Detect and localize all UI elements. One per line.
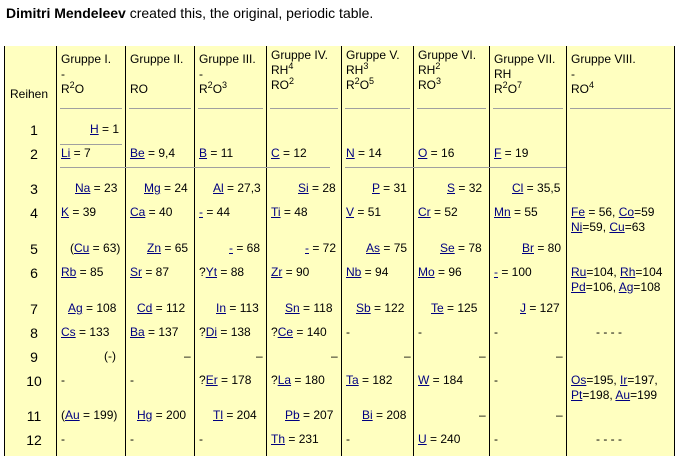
group-name: Gruppe I. [61, 52, 112, 66]
empty-dash: - [494, 373, 498, 387]
group-oxide: $R^2O^3$ [199, 80, 228, 96]
element-sr[interactable]: Sr = 87 [130, 265, 170, 279]
element-c[interactable]: C = 12 [271, 146, 307, 160]
row-label: 10 [26, 373, 42, 389]
header-rule [129, 108, 191, 109]
element-er[interactable]: ?Er = 178 [199, 373, 252, 387]
row-label: 5 [30, 241, 38, 257]
col-sep [341, 46, 342, 456]
empty-dash: - [418, 325, 422, 339]
element-se[interactable]: Se = 78 [440, 241, 482, 255]
element-ce[interactable]: ?Ce = 140 [271, 325, 327, 339]
col-sep [194, 46, 195, 456]
empty-dash-group: - - - - [596, 432, 622, 446]
col-sep [4, 46, 5, 456]
row-label: 11 [26, 408, 42, 424]
empty-dash: – [479, 349, 486, 363]
element-ni-cu[interactable]: Ni=59, Cu=63 [571, 220, 646, 234]
group-hydride: $RH^4$ [271, 61, 294, 77]
element-na[interactable]: Na = 23 [75, 181, 118, 195]
header-rule [198, 108, 263, 109]
group-header-2 [130, 52, 183, 97]
element-pt-au[interactable]: Pt=198, Au=199 [571, 388, 658, 402]
element-bi[interactable]: Bi = 208 [362, 408, 407, 422]
col-sep [266, 46, 267, 456]
empty-dash: – [256, 349, 263, 363]
element-b[interactable]: B = 11 [199, 146, 234, 160]
element-os-ir[interactable]: Os=195, Ir=197, [571, 373, 658, 387]
row-label: 9 [30, 349, 38, 365]
header-rule [417, 108, 486, 109]
col-sep [125, 46, 126, 456]
caption [6, 3, 373, 23]
empty-dash: – [184, 349, 191, 363]
element-o[interactable]: O = 16 [418, 146, 455, 160]
element-eka-boron[interactable]: - = 44 [199, 205, 231, 219]
group-header-3 [199, 52, 256, 97]
group-header-6 [418, 48, 476, 93]
empty-dash: - [494, 325, 498, 339]
element-la[interactable]: ?La = 180 [271, 373, 325, 387]
element-h[interactable]: H = 1 [90, 122, 120, 136]
element-n[interactable]: N = 14 [346, 146, 382, 160]
caption-rest: created this, the original, periodic table. [125, 5, 374, 21]
element-ru-rh[interactable]: Ru=104, Rh=104 [571, 265, 663, 279]
element-hg[interactable]: Hg = 200 [137, 408, 187, 422]
row-label: 8 [30, 325, 38, 341]
element-ta[interactable]: Ta = 182 [346, 373, 393, 387]
group-oxide: $RO^2$ [271, 76, 295, 92]
element-ag[interactable]: Ag = 108 [68, 301, 117, 315]
element-f[interactable]: F = 19 [494, 146, 529, 160]
element-cs[interactable]: Cs = 133 [61, 325, 110, 339]
group-oxide: $R^2O^5$ [346, 76, 375, 92]
element-j[interactable]: J = 127 [520, 301, 560, 315]
empty-dash: - [494, 432, 498, 446]
element-pd-ag[interactable]: Pd=106, Ag=108 [571, 280, 661, 294]
row-rule [345, 167, 566, 168]
periodic-table [4, 46, 675, 456]
element-br[interactable]: Br = 80 [522, 241, 562, 255]
empty-dash: – [404, 349, 411, 363]
caption-bold: Dimitri Mendeleev [6, 5, 126, 21]
element-cr[interactable]: Cr = 52 [418, 205, 458, 219]
element-as[interactable]: As = 75 [366, 241, 408, 255]
group-header-5 [346, 48, 400, 93]
group-name: Gruppe III. [199, 52, 256, 66]
element-k[interactable]: K = 39 [61, 205, 97, 219]
row-label: 2 [30, 146, 38, 162]
element-tl[interactable]: Tl = 204 [213, 408, 257, 422]
header-rule [60, 108, 122, 109]
row-label: 1 [30, 122, 38, 138]
group-hydride: $RH^3$ [346, 61, 369, 77]
element-mg[interactable]: Mg = 24 [144, 181, 188, 195]
element-sb[interactable]: Sb = 122 [356, 301, 405, 315]
element-v[interactable]: V = 51 [346, 205, 382, 219]
group-name: Gruppe VII. [494, 52, 556, 66]
element-di[interactable]: ?Di = 138 [199, 325, 251, 339]
col-sep [56, 46, 57, 456]
col-sep [674, 46, 675, 456]
empty-dash: - [61, 373, 65, 387]
element-eka-manganese[interactable]: - = 100 [494, 265, 532, 279]
element-si[interactable]: Si = 28 [298, 181, 336, 195]
reihen-header: Reihen [10, 87, 49, 101]
group-header-4 [271, 48, 328, 93]
col-sep [413, 46, 414, 456]
group-header-1 [61, 52, 111, 97]
element-w[interactable]: W = 184 [418, 373, 464, 387]
empty-dash: – [556, 408, 563, 422]
element-yt[interactable]: ?Yt = 88 [199, 265, 245, 279]
group-oxide: $RO^4$ [571, 80, 595, 96]
element-cu[interactable]: (Cu = 63) [70, 241, 121, 255]
group-name: Gruppe V. [346, 48, 400, 62]
row-label: 6 [30, 265, 38, 281]
header-rule [270, 108, 338, 109]
element-cl[interactable]: Cl = 35,5 [512, 181, 561, 195]
element-au[interactable]: (Au = 199) [61, 408, 118, 422]
empty-dash: - [346, 325, 350, 339]
group-oxide: $R^2O^7$ [494, 80, 523, 96]
group-oxide: $RO^3$ [418, 76, 442, 92]
element-ca[interactable]: Ca = 40 [130, 205, 173, 219]
element-ba[interactable]: Ba = 137 [130, 325, 179, 339]
row-label: 3 [30, 181, 38, 197]
empty-dash-group: - - - - [596, 325, 622, 339]
element-unknown-row9: (-) [104, 349, 116, 363]
element-rb[interactable]: Rb = 85 [61, 265, 104, 279]
header-rule [570, 108, 671, 109]
element-eka-aluminium[interactable]: - = 68 [229, 241, 261, 255]
group-oxide: $R^2O$ [61, 80, 85, 96]
empty-dash: - [130, 373, 134, 387]
element-zr[interactable]: Zr = 90 [271, 265, 310, 279]
element-mo[interactable]: Mo = 96 [418, 265, 462, 279]
element-nb[interactable]: Nb = 94 [346, 265, 389, 279]
group-hydride: - [571, 67, 575, 81]
row-label: 12 [26, 432, 42, 448]
element-mn[interactable]: Mn = 55 [494, 205, 538, 219]
group-hydride: - [61, 67, 65, 81]
group-name: Gruppe VIII. [571, 52, 636, 66]
group-hydride: RH [494, 67, 512, 81]
header-rule [345, 108, 410, 109]
element-u[interactable]: U = 240 [418, 432, 461, 446]
empty-dash: – [331, 349, 338, 363]
element-s[interactable]: S = 32 [447, 181, 483, 195]
element-te[interactable]: Te = 125 [431, 301, 478, 315]
element-be[interactable]: Be = 9,4 [130, 146, 176, 160]
element-in[interactable]: In = 113 [216, 301, 259, 315]
element-al[interactable]: Al = 27,3 [213, 181, 261, 195]
element-cd[interactable]: Cd = 112 [137, 301, 186, 315]
element-p[interactable]: P = 31 [372, 181, 407, 195]
element-sn[interactable]: Sn = 118 [285, 301, 333, 315]
group-hydride: - [199, 67, 203, 81]
element-fe-co[interactable]: Fe = 56, Co=59 [571, 205, 655, 219]
empty-dash: - [61, 432, 65, 446]
empty-dash: – [556, 349, 563, 363]
element-li[interactable]: Li = 7 [61, 146, 91, 160]
group-header-7 [494, 52, 555, 97]
row-label: 7 [30, 301, 38, 317]
group-hydride: $RH^2$ [418, 61, 441, 77]
element-th[interactable]: Th = 231 [271, 432, 319, 446]
group-name: Gruppe VI. [418, 48, 477, 62]
empty-dash: - [346, 432, 350, 446]
header-rule [493, 108, 563, 109]
row-label: 4 [30, 205, 38, 221]
col-sep [489, 46, 490, 456]
col-sep [566, 46, 567, 456]
element-pb[interactable]: Pb = 207 [285, 408, 334, 422]
group-name: Gruppe II. [130, 52, 184, 66]
empty-dash: – [479, 408, 486, 422]
group-name: Gruppe IV. [271, 48, 328, 62]
empty-dash: - [199, 432, 203, 446]
element-eka-silicon[interactable]: - = 72 [305, 241, 337, 255]
group-header-8 [571, 52, 636, 97]
element-ti[interactable]: Ti = 48 [271, 205, 308, 219]
row-rule [60, 167, 330, 168]
empty-dash: - [130, 432, 134, 446]
group-oxide: RO [130, 82, 148, 96]
element-zn[interactable]: Zn = 65 [147, 241, 189, 255]
